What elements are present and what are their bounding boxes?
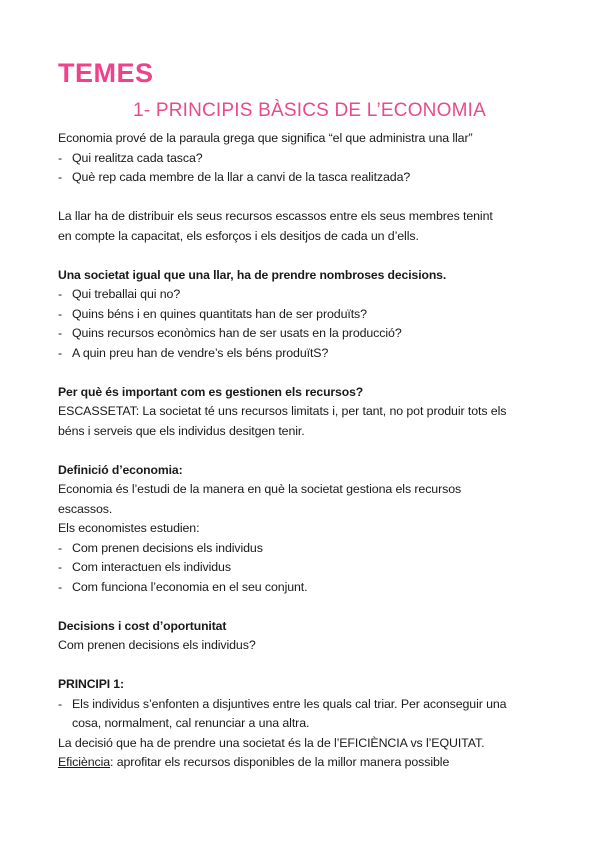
paragraph-line: Economia és l’estudi de la manera en què la societat gestiona els recursos bbox=[58, 482, 462, 496]
list-item bbox=[58, 168, 548, 188]
intro-paragraph-line: en compte la capacitat, els esforços i els desitjos de cada un d’ells. bbox=[58, 228, 419, 243]
bullet-dash: - bbox=[58, 287, 63, 301]
list-item bbox=[58, 695, 548, 715]
list-item-text: Els individus s’enfonten a disjuntives entre les quals cal triar. Per aconseguir una bbox=[72, 696, 507, 711]
list-item-text: Qui treballai qui no? bbox=[72, 287, 181, 301]
intro-line: Economia prové de la paraula grega que significa “el que administra una llar” bbox=[58, 131, 473, 145]
paragraph-line: La decisió que ha de prendre una societat és la de l’EFICIÈNCIA vs l’EQUITAT. bbox=[58, 735, 485, 750]
list-item-text: Com interactuen els individus bbox=[72, 560, 231, 574]
list-item bbox=[58, 285, 548, 305]
definition-line bbox=[58, 753, 548, 773]
intro-paragraph-line: La llar ha de distribuir els seus recursos escassos entre els seus membres tenint bbox=[58, 209, 493, 223]
list-item-text: Quins recursos econòmics han de ser usats en la producció? bbox=[72, 326, 402, 340]
list-item bbox=[58, 149, 548, 169]
section-heading: Definició d’economia: bbox=[58, 462, 183, 477]
bullet-dash: - bbox=[58, 170, 63, 184]
list-item-text: Qui realitza cada tasca? bbox=[72, 150, 203, 165]
list-item bbox=[58, 324, 548, 344]
section-heading: PRINCIPI 1: bbox=[58, 677, 124, 691]
paragraph-line: béns i serveis que els individus desitgen tenir. bbox=[58, 423, 305, 438]
section-subtitle: 1- PRINCIPIS BÀSICS DE L’ECONOMIA bbox=[133, 100, 486, 121]
list-item-text: A quin preu han de vendre’s els béns produïtS? bbox=[72, 345, 329, 360]
list-item-text: Quins béns i en quines quantitats han de ser produïts? bbox=[72, 306, 367, 321]
section-heading: Per què és important com es gestionen els recursos? bbox=[58, 384, 364, 399]
bullet-dash: - bbox=[58, 560, 63, 574]
definition-term: Eficiència bbox=[58, 755, 111, 769]
list-item-continuation bbox=[58, 714, 548, 734]
list-item-text: Què rep cada membre de la llar a canvi de la tasca realitzada? bbox=[72, 170, 411, 184]
page-title: TEMES bbox=[58, 58, 154, 88]
bullet-dash: - bbox=[58, 540, 63, 555]
document-body bbox=[58, 129, 548, 773]
list-item bbox=[58, 578, 548, 598]
paragraph-line: Els economistes estudien: bbox=[58, 521, 200, 535]
paragraph-line: ESCASSETAT: La societat té uns recursos limitats i, per tant, no pot produir tots els bbox=[58, 404, 507, 418]
definition-text: : aprofitar els recursos disponibles de la millor manera possible bbox=[110, 755, 450, 769]
list-item bbox=[58, 344, 548, 364]
bullet-dash: - bbox=[58, 326, 63, 340]
section-heading: Una societat igual que una llar, ha de prendre nombroses decisions. bbox=[58, 267, 447, 282]
list-item bbox=[58, 558, 548, 578]
bullet-dash: - bbox=[58, 696, 63, 711]
list-item-text: Com prenen decisions els individus bbox=[72, 540, 263, 555]
list-item bbox=[58, 305, 548, 325]
list-item bbox=[58, 539, 548, 559]
bullet-dash: - bbox=[58, 345, 63, 360]
bullet-dash: - bbox=[58, 306, 63, 321]
bullet-dash: - bbox=[58, 150, 63, 165]
list-item-text: Com funciona l’economia en el seu conjunt. bbox=[72, 579, 308, 594]
list-item-text: cosa, normalment, cal renunciar a una altra. bbox=[72, 716, 310, 730]
bullet-dash: - bbox=[58, 579, 63, 594]
paragraph-line: escassos. bbox=[58, 501, 113, 516]
paragraph-line: Com prenen decisions els individus? bbox=[58, 638, 256, 652]
section-heading: Decisions i cost d’oportunitat bbox=[58, 618, 227, 633]
